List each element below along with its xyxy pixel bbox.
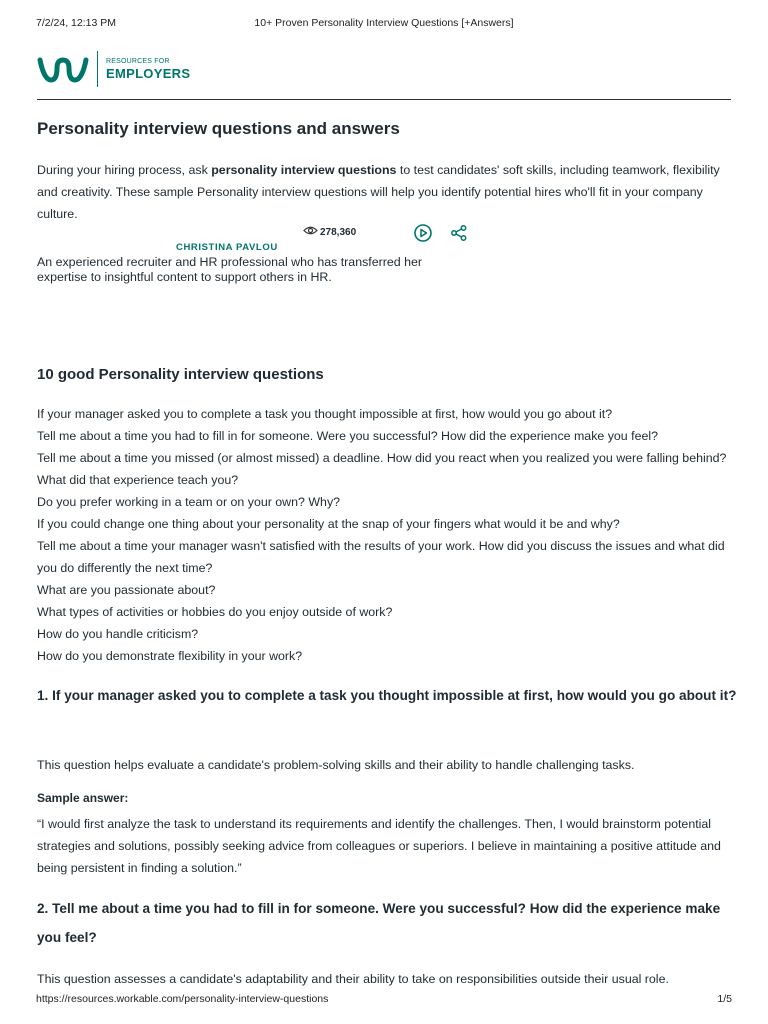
q1-explanation: This question helps evaluate a candidate's problem-solving skills and their ability to handle challenging tasks. bbox=[37, 758, 635, 772]
q1-sample-answer: “I would first analyze the task to understand its requirements and identify the challenges. Then, I would brainstorm potential strategies and solutions, possibly seeking advice from colleagues or superiors. I believe in maintaining a positive attitude and being persistent in finding a solution.” bbox=[37, 817, 721, 875]
questions-list bbox=[37, 403, 737, 667]
list-item: How do you handle criticism? bbox=[37, 627, 199, 641]
header-divider bbox=[37, 99, 731, 100]
q1-sample-label: Sample answer: bbox=[37, 791, 129, 805]
intro-link[interactable]: personality interview questions bbox=[211, 163, 397, 177]
q2-explanation: This question assesses a candidate's adaptability and their ability to take on responsibilities outside their usual role. bbox=[37, 972, 669, 986]
workable-logo[interactable] bbox=[37, 50, 190, 88]
list-item: If your manager asked you to complete a task you thought impossible at first, how would you go about it? bbox=[37, 407, 613, 421]
list-item: What are you passionate about? bbox=[37, 583, 216, 597]
print-page-number: 1/5 bbox=[717, 993, 732, 1005]
logo-divider bbox=[97, 51, 98, 87]
logo-small-text: RESOURCES FOR bbox=[106, 57, 170, 65]
view-count-value: 278,360 bbox=[320, 226, 357, 238]
share-icon[interactable] bbox=[450, 224, 468, 242]
print-datetime: 7/2/24, 12:13 PM bbox=[36, 17, 116, 29]
play-icon[interactable] bbox=[414, 224, 432, 242]
logo-big-text: EMPLOYERS bbox=[106, 65, 191, 81]
list-item: How do you demonstrate flexibility in your work? bbox=[37, 649, 303, 663]
q2-heading: 2. Tell me about a time you had to fill in for someone. Were you successful? How did the experience make you feel? bbox=[37, 901, 721, 945]
list-item: What types of activities or hobbies do you enjoy outside of work? bbox=[37, 605, 393, 619]
list-item: Tell me about a time your manager wasn't satisfied with the results of your work. How did you discuss the issues and what did you do differently the next time? bbox=[37, 539, 725, 575]
view-count bbox=[303, 225, 356, 239]
q1-heading: 1. If your manager asked you to complete a task you thought impossible at first, how would you go about it? bbox=[37, 688, 737, 703]
author-bio: An experienced recruiter and HR professional who has transferred her expertise to insightful content to support others in HR. bbox=[37, 255, 422, 284]
list-item: Do you prefer working in a team or on your own? Why? bbox=[37, 495, 341, 509]
intro-paragraph bbox=[37, 159, 737, 225]
print-url[interactable]: https://resources.workable.com/personality-interview-questions bbox=[36, 993, 329, 1005]
logo-text bbox=[106, 58, 190, 81]
page-title: Personality interview questions and answers bbox=[37, 119, 400, 138]
intro-text-end: to test candidates' soft skills, including teamwork, flexibility and creativity. These sample Personality interview questions will help you identify potential hires who'll fit in your company culture. bbox=[37, 163, 720, 221]
author-name[interactable]: CHRISTINA PAVLOU bbox=[176, 242, 278, 253]
print-page-title: 10+ Proven Personality Interview Questions [+Answers] bbox=[254, 17, 514, 29]
list-item: If you could change one thing about your personality at the snap of your fingers what would it be and why? bbox=[37, 517, 620, 531]
print-header bbox=[0, 17, 768, 31]
eye-icon bbox=[303, 225, 318, 239]
questions-heading: 10 good Personality interview questions bbox=[37, 366, 324, 383]
workable-w-icon bbox=[37, 54, 89, 84]
list-item: Tell me about a time you missed (or almost missed) a deadline. How did you react when you realized you were falling behind? What did that experience teach you? bbox=[37, 451, 727, 487]
intro-text-start: During your hiring process, ask bbox=[37, 163, 212, 177]
list-item: Tell me about a time you had to fill in for someone. Were you successful? How did the experience make you feel? bbox=[37, 429, 659, 443]
